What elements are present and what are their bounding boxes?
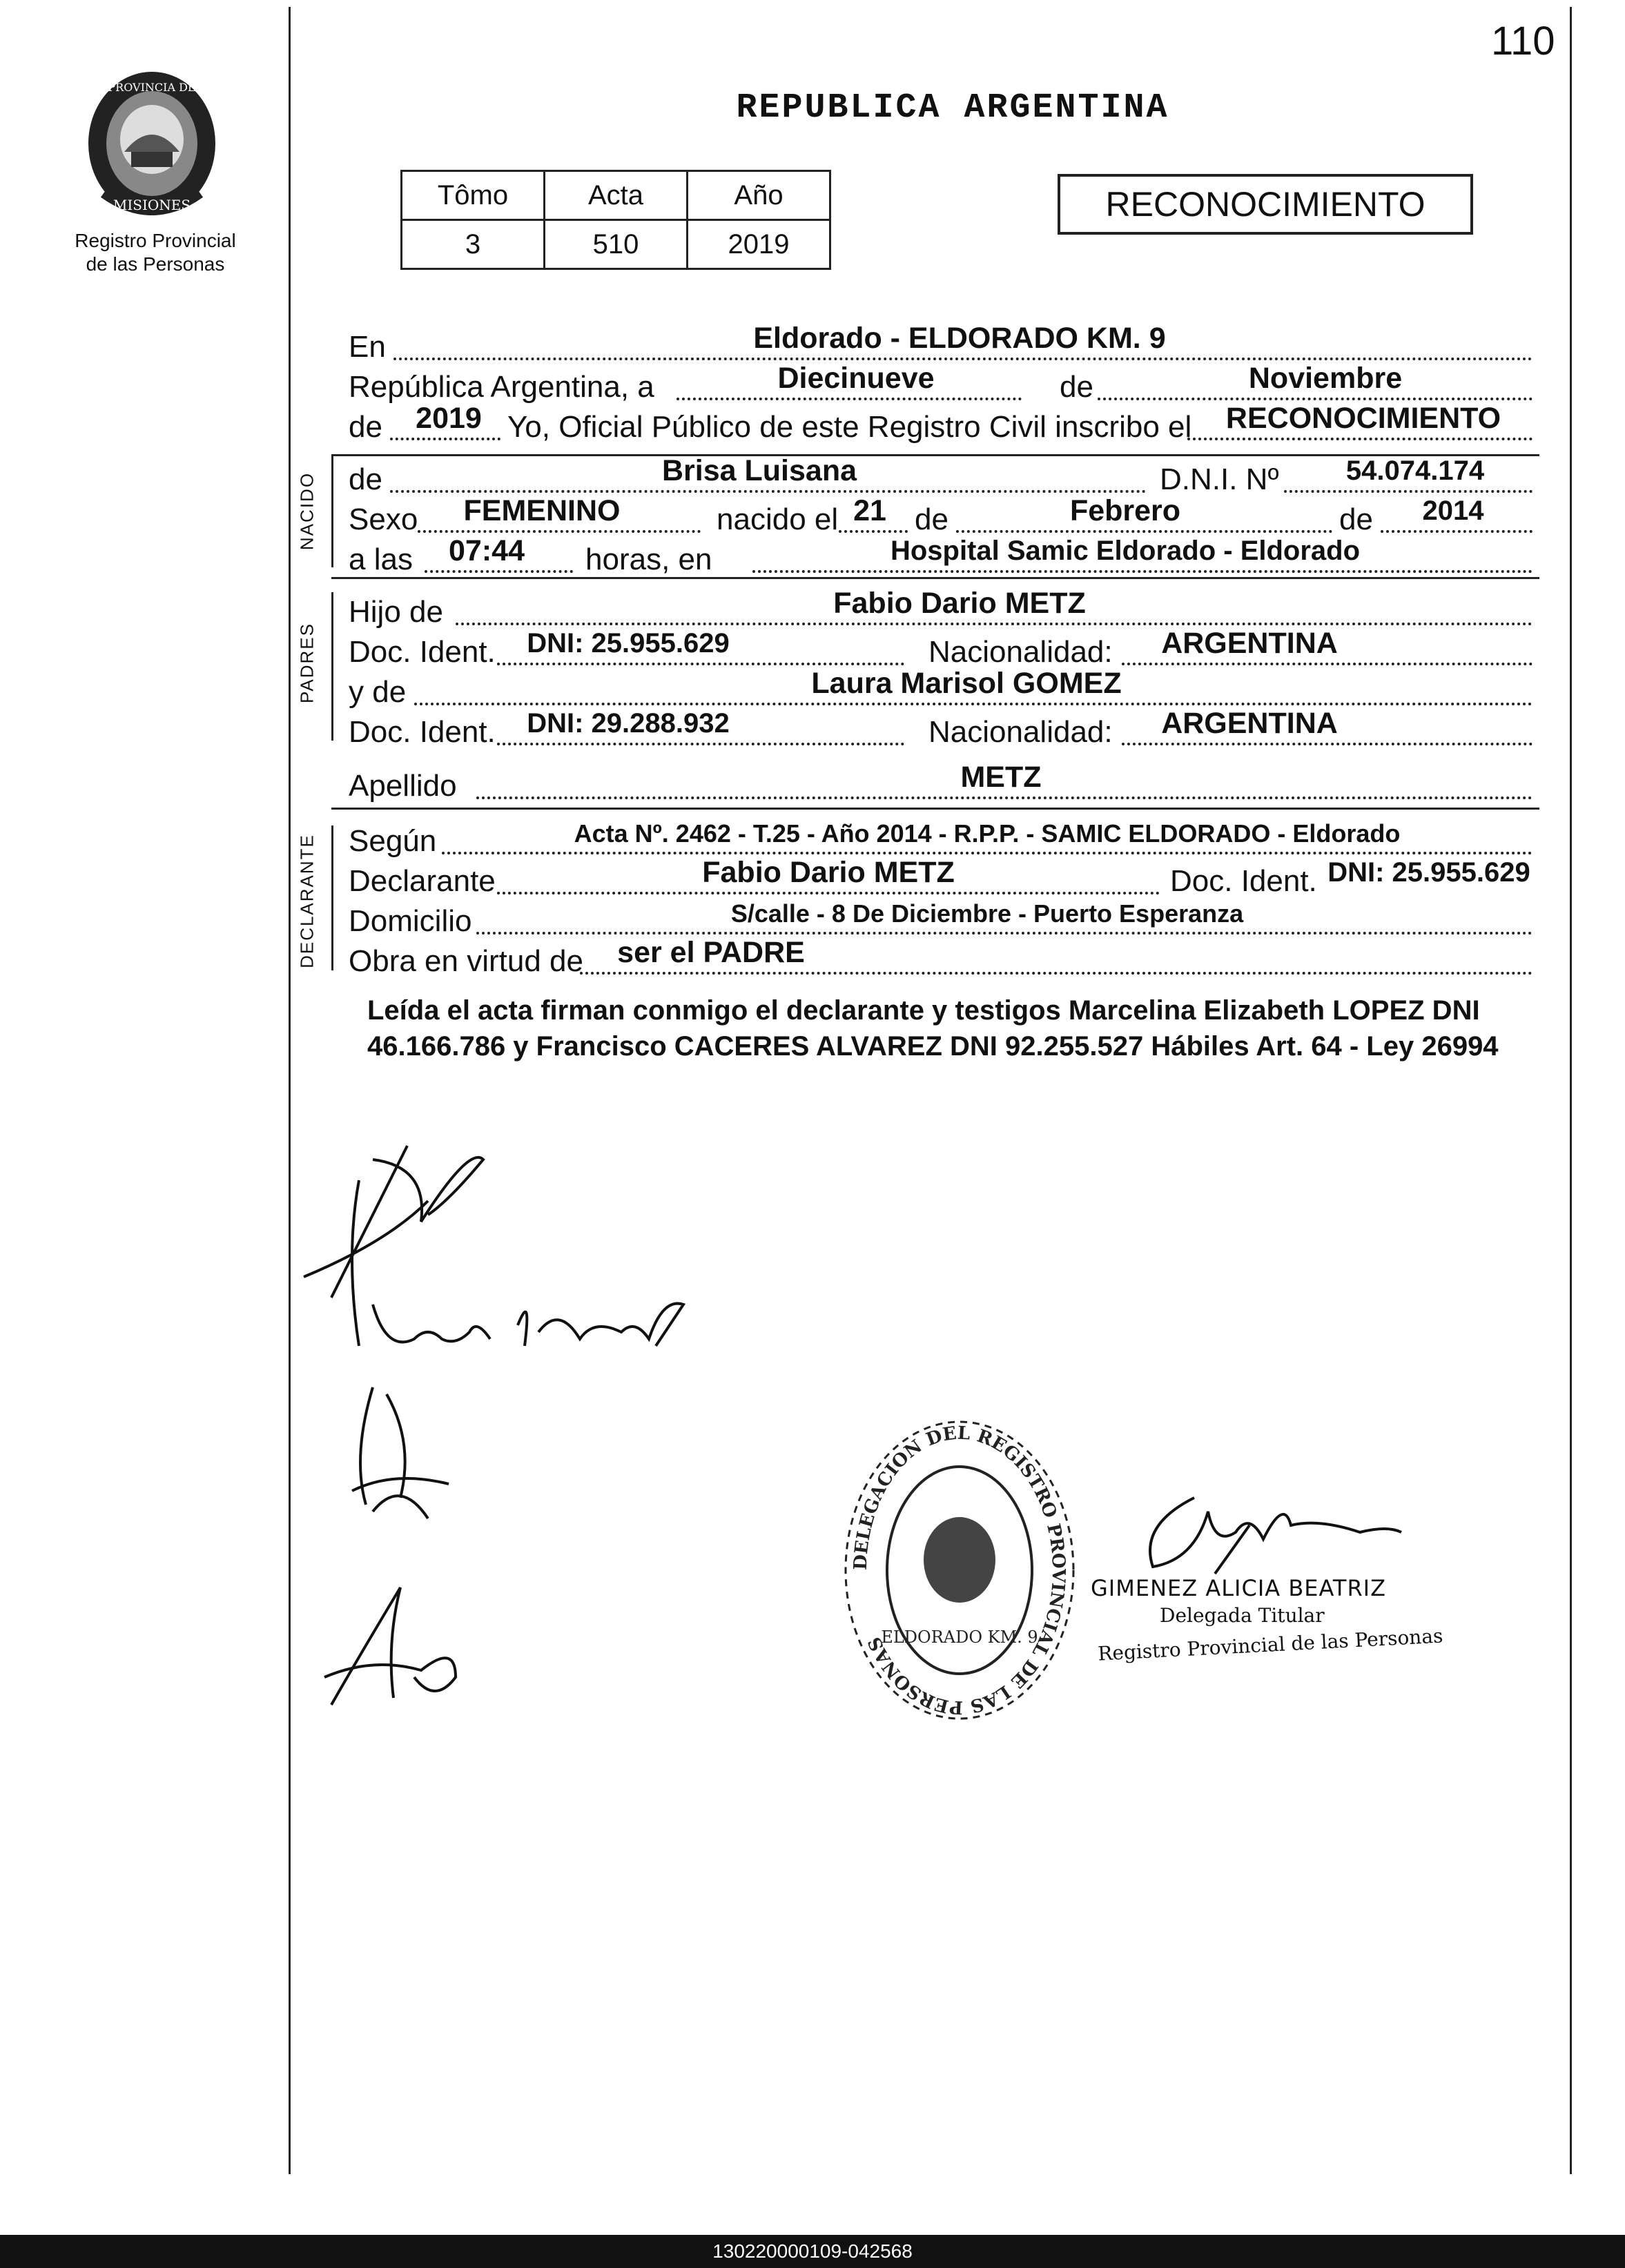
birth-place-value: Hospital Samic Eldorado - Eldorado	[890, 536, 1361, 566]
right-margin-line	[1570, 7, 1572, 2174]
table-header-acta: Acta	[545, 171, 688, 220]
registry-name: Registro Provincial de las Personas	[75, 230, 236, 275]
nacido-de-label-2: de	[915, 502, 948, 536]
dotted-line	[414, 703, 1532, 705]
nacido-de-label-3: de	[1339, 502, 1373, 536]
dni-label: D.N.I. Nº	[1160, 462, 1279, 496]
nacido-el-label: nacido el	[717, 502, 839, 536]
apellido-value: METZ	[960, 761, 1042, 794]
stamp-inner-text: ELDORADO KM. 9	[881, 1627, 1038, 1647]
nacido-de-label: de	[349, 462, 382, 496]
domicilio-label: Domicilio	[349, 904, 472, 938]
signature-witness-caceres	[331, 1373, 469, 1525]
year-prefix-label: de	[349, 410, 382, 444]
apellido-label: Apellido	[349, 769, 457, 803]
father-name-value: Fabio Dario METZ	[833, 587, 1086, 620]
dotted-line	[1187, 438, 1532, 440]
dotted-line	[1381, 530, 1532, 533]
padres-bracket	[331, 592, 333, 741]
dotted-line	[1098, 398, 1532, 400]
dotted-line	[476, 796, 1532, 799]
nacido-side-label: NACIDO	[296, 471, 318, 551]
father-doc-value: DNI: 25.955.629	[527, 628, 730, 658]
padres-side-label: PADRES	[296, 623, 318, 703]
mother-nationality-label: Nacionalidad:	[928, 715, 1113, 749]
signature-witness-lopez	[359, 1277, 704, 1367]
dotted-line	[497, 743, 904, 745]
table-value-ano: 2019	[688, 220, 830, 269]
child-dni-value: 54.074.174	[1345, 456, 1485, 486]
hijo-de-label: Hijo de	[349, 595, 443, 629]
nacido-bracket	[331, 456, 333, 567]
declarante-doc-value: DNI: 25.955.629	[1327, 857, 1530, 888]
official-role: Delegada Titular	[1160, 1604, 1325, 1627]
en-label: En	[349, 330, 386, 364]
emblem-text-bottom: MISIONES	[113, 197, 191, 213]
obra-label: Obra en virtud de	[349, 944, 583, 978]
dotted-line	[476, 932, 1532, 935]
signature-official	[1111, 1484, 1415, 1581]
mother-nationality-value: ARGENTINA	[1161, 707, 1338, 740]
dotted-line	[1284, 490, 1532, 493]
declarante-bracket	[331, 825, 333, 970]
officer-text: Yo, Oficial Público de este Registro Civil inscribo el	[507, 410, 1192, 444]
child-name-value: Brisa Luisana	[662, 454, 857, 487]
closing-text: Leída el acta firman conmigo el declarante y testigos Marcelina Elizabeth LOPEZ DNI 46.166.786 y Francisco CACERES ALVAREZ DNI 92.255.527 Hábiles Art. 64 - Ley 26994	[367, 995, 1499, 1062]
section-divider	[331, 577, 1539, 579]
dotted-line	[425, 570, 573, 573]
dotted-line	[497, 892, 1160, 895]
dotted-line	[752, 570, 1532, 573]
declarante-side-label: DECLARANTE	[296, 834, 318, 968]
dotted-line	[580, 972, 1532, 975]
dotted-line	[497, 663, 904, 665]
record-table	[400, 170, 831, 270]
sexo-label: Sexo	[349, 502, 418, 536]
dotted-line	[442, 852, 1532, 854]
domicilio-value: S/calle - 8 De Diciembre - Puerto Esperanza	[730, 899, 1244, 928]
father-doc-label: Doc. Ident.	[349, 635, 496, 669]
mother-name-value: Laura Marisol GOMEZ	[811, 667, 1122, 700]
country-title: REPUBLICA ARGENTINA	[736, 88, 1169, 128]
dotted-line	[839, 530, 908, 533]
stamp-outer-text: DELEGACION DEL REGISTRO PROVINCIAL DE LAS PERSONAS	[850, 1423, 1069, 1718]
de-label: de	[1060, 370, 1093, 404]
section-divider	[331, 808, 1539, 810]
emblem-text-top: PROVINCIA DE	[108, 81, 196, 94]
month-value: Noviembre	[1248, 362, 1403, 395]
table-value-acta: 510	[545, 220, 688, 269]
official-stamp	[828, 1408, 1091, 1732]
year-value: 2019	[416, 402, 482, 435]
father-nationality-value: ARGENTINA	[1161, 627, 1338, 660]
birth-year-value: 2014	[1422, 496, 1484, 526]
page-number: 110	[1491, 19, 1555, 63]
declarante-value: Fabio Dario METZ	[702, 856, 955, 889]
official-name: GIMENEZ ALICIA BEATRIZ	[1091, 1575, 1387, 1601]
table-header-tomo: Tômo	[402, 171, 545, 220]
dotted-line	[393, 358, 1532, 360]
dotted-line	[956, 530, 1332, 533]
a-las-label: a las	[349, 542, 413, 576]
segun-label: Según	[349, 824, 437, 858]
obra-value: ser el PADRE	[617, 936, 805, 969]
place-value: Eldorado - ELDORADO KM. 9	[753, 322, 1166, 355]
signature-extra	[318, 1574, 483, 1712]
table-value-tomo: 3	[402, 220, 545, 269]
birth-time-value: 07:44	[449, 534, 525, 567]
father-nationality-label: Nacionalidad:	[928, 635, 1113, 669]
dotted-line	[456, 623, 1532, 625]
declarante-label: Declarante	[349, 864, 496, 898]
table-header-ano: Año	[688, 171, 830, 220]
sexo-value: FEMENINO	[463, 494, 621, 527]
horas-label: horas, en	[585, 542, 712, 576]
dotted-line	[390, 438, 500, 440]
y-de-label: y de	[349, 675, 407, 709]
declarante-doc-label: Doc. Ident.	[1170, 864, 1317, 898]
official-office: Registro Provincial de las Personas	[1097, 1624, 1444, 1665]
day-value: Diecinueve	[777, 362, 935, 395]
birth-day-value: 21	[853, 494, 886, 527]
dotted-line	[677, 398, 1022, 400]
mother-doc-value: DNI: 29.288.932	[527, 708, 730, 739]
republica-label: República Argentina, a	[349, 370, 654, 404]
province-emblem	[76, 62, 228, 221]
left-margin-line	[289, 7, 291, 2174]
act-word-value: RECONOCIMIENTO	[1225, 402, 1501, 435]
act-type-box: RECONOCIMIENTO	[1058, 174, 1473, 235]
mother-doc-label: Doc. Ident.	[349, 715, 496, 749]
birth-month-value: Febrero	[1069, 494, 1181, 527]
dotted-line	[1122, 663, 1532, 665]
footer-code: 130220000109-042568	[0, 2235, 1625, 2268]
segun-value: Acta Nº. 2462 - T.25 - Año 2014 - R.P.P. - SAMIC ELDORADO - Eldorado	[574, 819, 1401, 848]
dotted-line	[1122, 743, 1532, 745]
dotted-line	[390, 490, 1146, 493]
dotted-line	[418, 530, 701, 533]
